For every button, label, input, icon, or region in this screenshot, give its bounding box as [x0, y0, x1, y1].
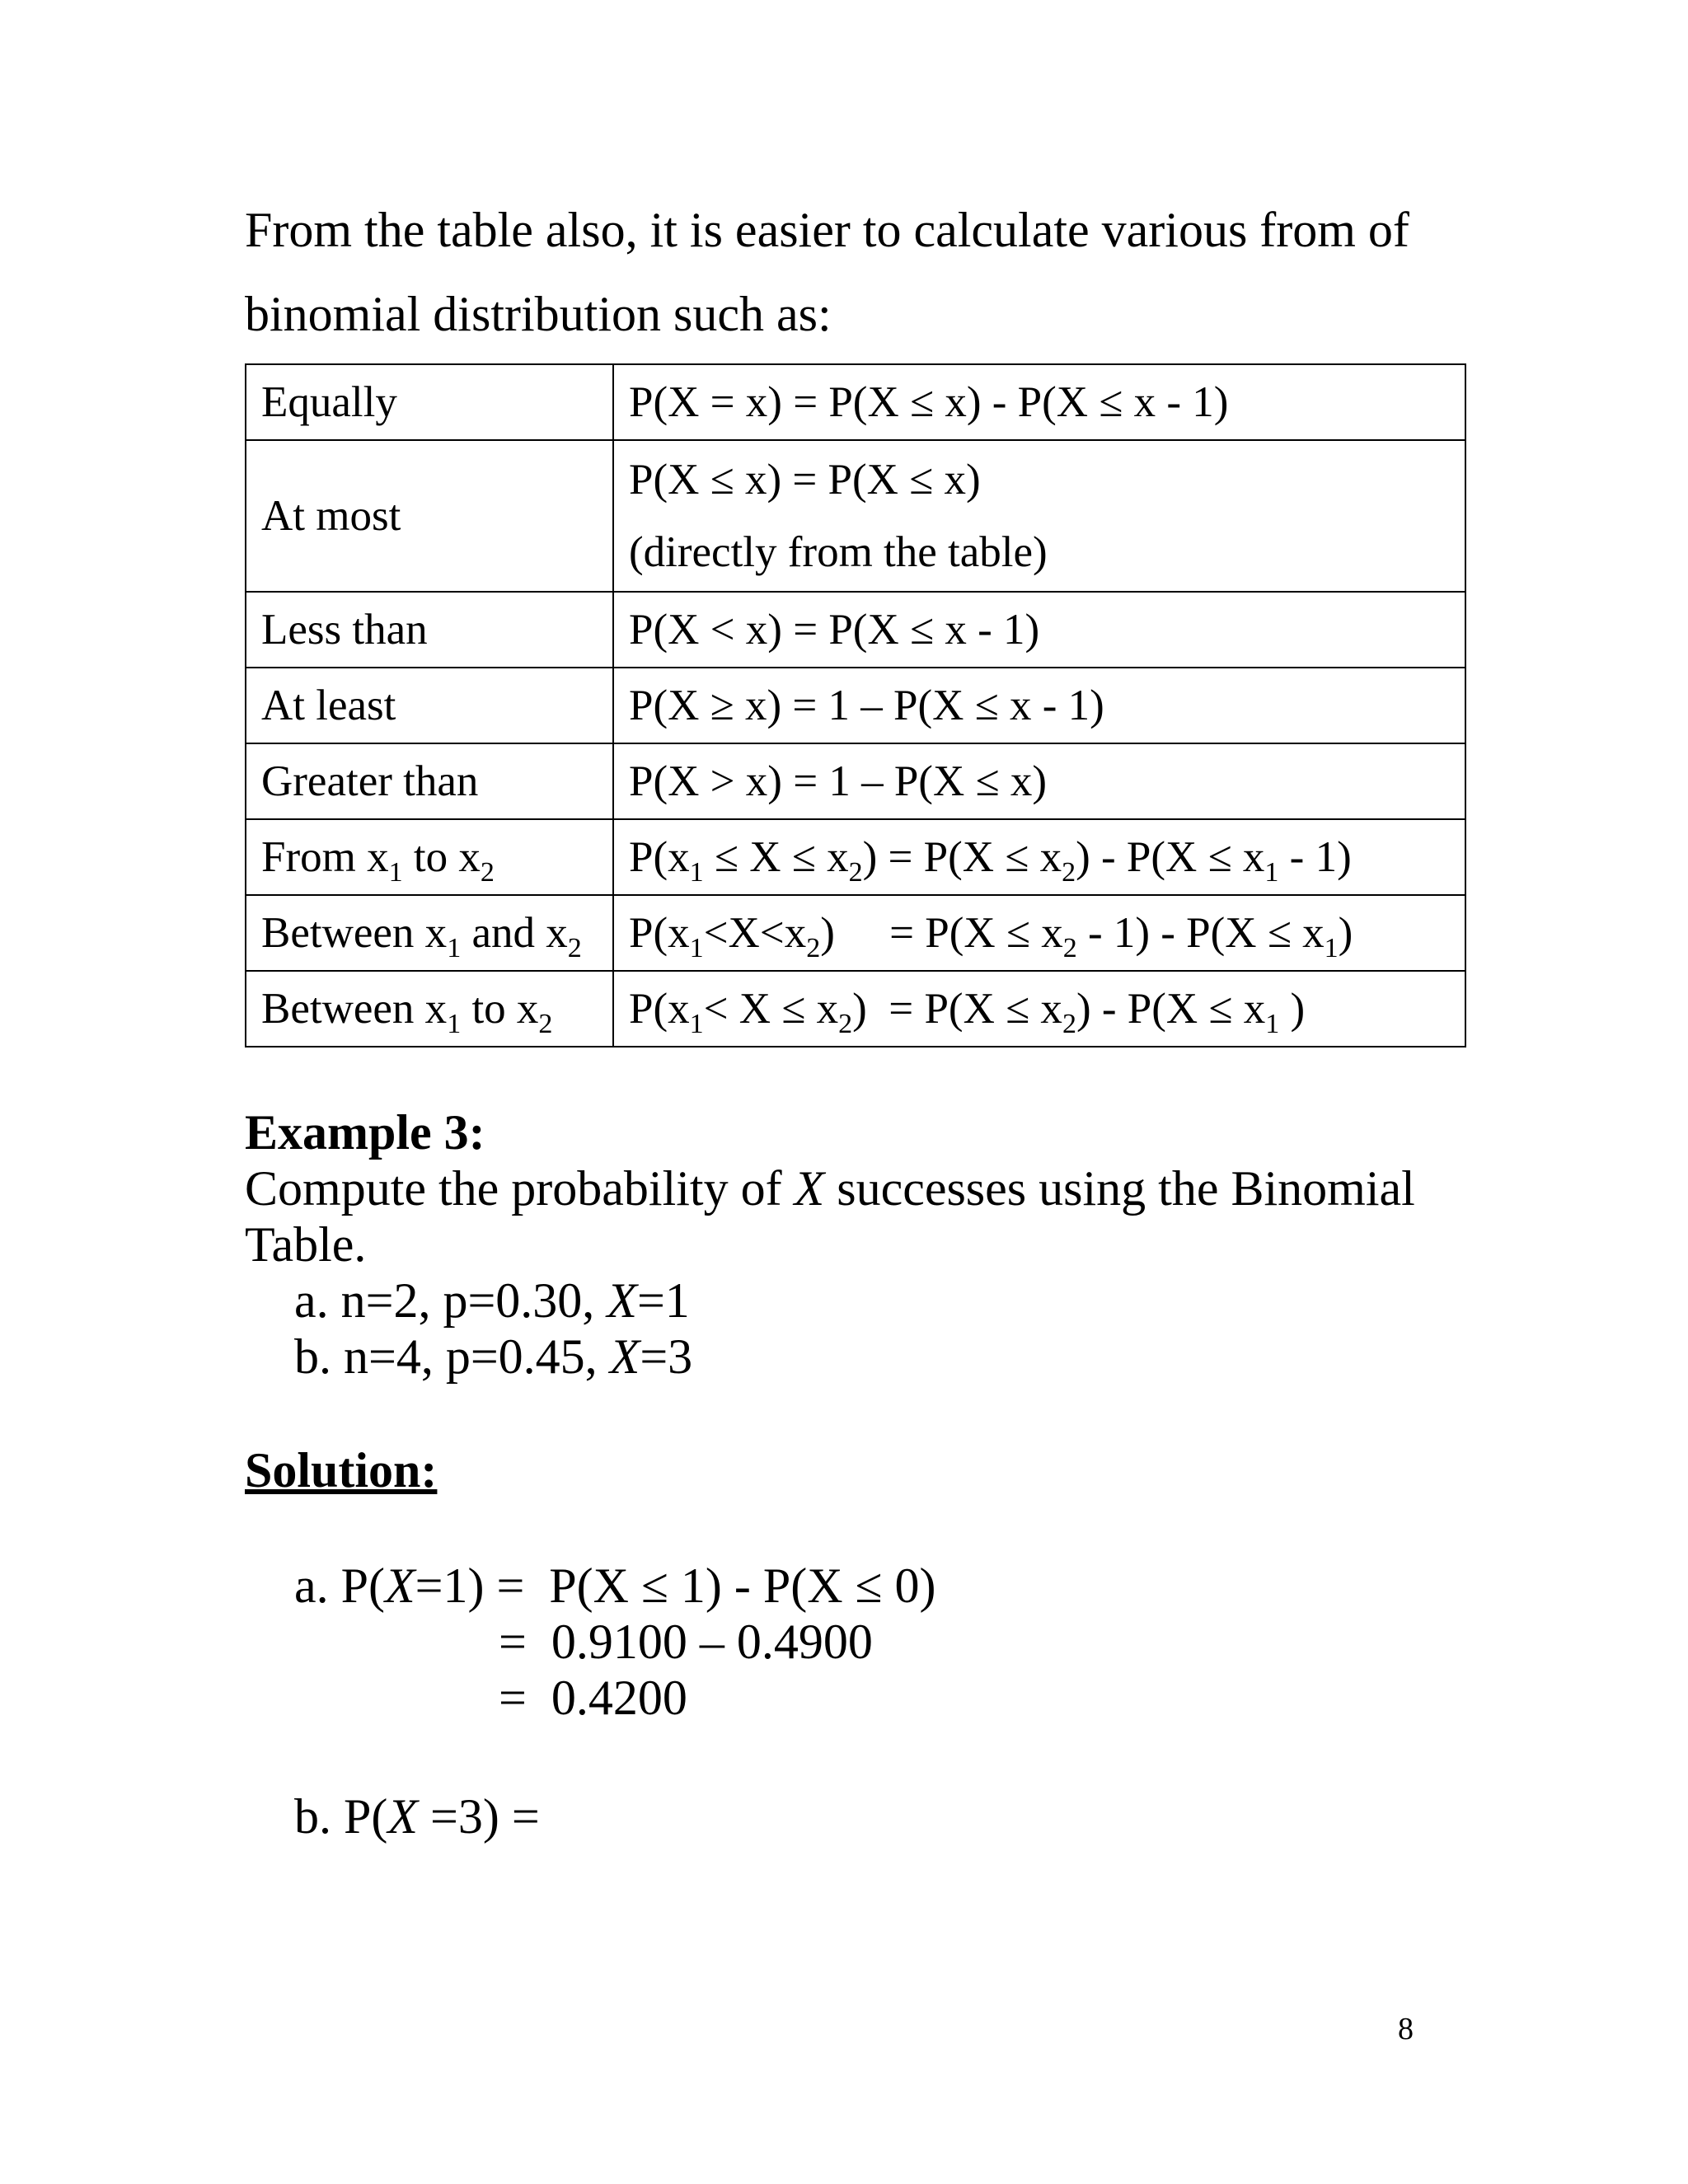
solution-a-line-3: = 0.4200: [499, 1671, 687, 1725]
row-formula: P(X > x) = 1 – P(X ≤ x): [613, 743, 1465, 819]
example-item-b: b. n=4, p=0.45, X=3: [294, 1329, 693, 1384]
table-row: [246, 743, 1465, 819]
row-formula: P(X ≥ x) = 1 – P(X ≤ x - 1): [613, 668, 1465, 743]
solution-a-line-2: = 0.9100 – 0.4900: [499, 1615, 873, 1669]
row-label: Equally: [246, 364, 613, 440]
row-label: At most: [246, 440, 613, 592]
table-row: [246, 440, 1465, 592]
row-label: Greater than: [246, 743, 613, 819]
solution-title: Solution:: [245, 1443, 438, 1497]
table-row: [246, 668, 1465, 743]
table-row: [246, 971, 1465, 1047]
row-formula: $P(x_1< X \le x_2) = P(X \le x_2) - P(X \le x_1$ ): [613, 971, 1465, 1047]
row-label: Between $x_1$ and $x_2$: [246, 895, 613, 971]
table-row: [246, 819, 1465, 895]
intro-paragraph: [245, 188, 1481, 356]
example-title: Example 3:: [245, 1105, 485, 1160]
example-section: [245, 1104, 1481, 1385]
example-body: Compute the probability of X successes using the Binomial Table.: [245, 1161, 1415, 1272]
row-label: From $x_1$ to $x_2$: [246, 819, 613, 895]
row-formula: P(X < x) = P(X ≤ x - 1): [613, 592, 1465, 668]
intro-line-1: From the table also, it is easier to calculate various from of: [245, 203, 1409, 257]
row-formula: P(X ≤ x) = P(X ≤ x): [629, 456, 981, 504]
solution-a-line-1: a. P(X=1) = P(X ≤ 1) - P(X ≤ 0): [294, 1558, 936, 1613]
table-row: [246, 895, 1465, 971]
row-label: Less than: [246, 592, 613, 668]
row-formula: $P(x_1<X<x_2)$ = $P(X \le x_2 - 1) - P(X \le x_1)$: [613, 895, 1465, 971]
row-formula-cell: [613, 440, 1465, 592]
solution-b-line: b. P(X =3) =: [294, 1789, 540, 1844]
row-label: At least: [246, 668, 613, 743]
row-label: Between $x_1$ to $x_2$: [246, 971, 613, 1047]
example-item-a: a. n=2, p=0.30, X=1: [294, 1273, 690, 1328]
page-number: 8: [1398, 2012, 1414, 2046]
binomial-forms-table: [245, 363, 1466, 1047]
row-note: (directly from the table): [629, 528, 1048, 576]
table-row: [246, 364, 1465, 440]
intro-line-2: binomial distribution such as:: [245, 287, 832, 341]
table-row: [246, 592, 1465, 668]
row-formula: P(X = x) = P(X ≤ x) - P(X ≤ x - 1): [613, 364, 1465, 440]
row-formula: $P(x_1 \le X \le x_2) = P(X \le x_2) - P(X \le x_1 - 1)$: [613, 819, 1465, 895]
